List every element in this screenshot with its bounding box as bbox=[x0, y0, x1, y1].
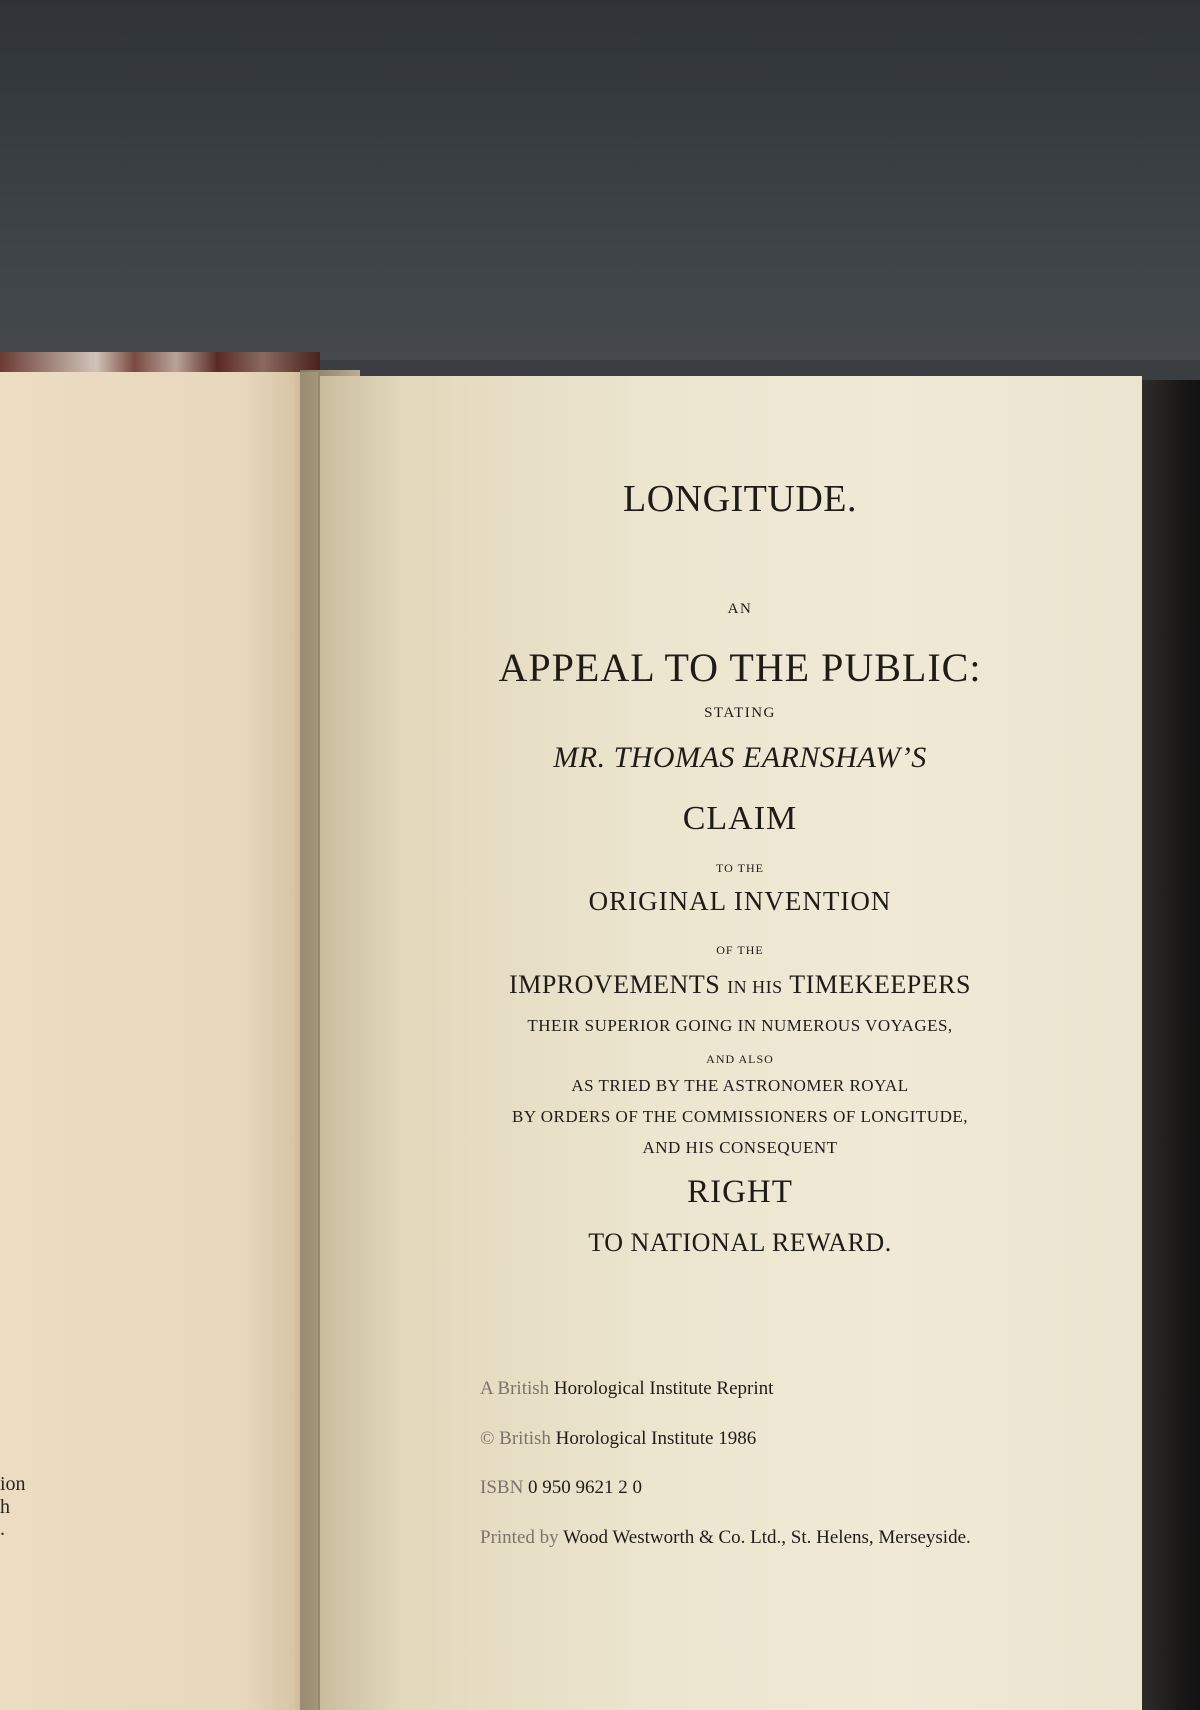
imprint-reprint-prefix: A British bbox=[480, 1378, 550, 1399]
title-line-claim: CLAIM bbox=[682, 800, 798, 837]
imprint-copyright-text: Horological Institute 1986 bbox=[555, 1428, 757, 1449]
title-line-to-the: TO THE bbox=[716, 861, 764, 875]
imprint-copyright-prefix: © British bbox=[480, 1428, 551, 1449]
title-line-of-the: OF THE bbox=[716, 943, 764, 957]
title-line-original-invention: ORIGINAL INVENTION bbox=[588, 886, 892, 916]
timekeepers-word: TIMEKEEPERS bbox=[789, 970, 971, 999]
title-line-by-orders: BY ORDERS OF THE COMMISSIONERS OF LONGITUDE, bbox=[511, 1107, 968, 1126]
left-page-fragment: ion bbox=[0, 1473, 26, 1495]
imprint-reprint-line bbox=[480, 1378, 773, 1400]
title-line-consequent: AND HIS CONSEQUENT bbox=[642, 1138, 838, 1157]
left-page bbox=[0, 372, 318, 1710]
title-line-appeal: APPEAL TO THE PUBLIC: bbox=[498, 645, 982, 690]
left-page-fragment: h bbox=[0, 1496, 10, 1518]
title-line-an: AN bbox=[727, 601, 753, 617]
book-edge-shadow bbox=[1142, 380, 1200, 1710]
title-line-superior-going: THEIR SUPERIOR GOING IN NUMEROUS VOYAGES, bbox=[527, 1016, 953, 1035]
title-line-right: RIGHT bbox=[687, 1174, 793, 1210]
title-line-as-tried: AS TRIED BY THE ASTRONOMER ROYAL bbox=[571, 1076, 909, 1095]
improvements-word: IMPROVEMENTS bbox=[509, 970, 721, 999]
imprint-printer-prefix: Printed by bbox=[480, 1527, 559, 1548]
imprint-printer-line bbox=[480, 1527, 971, 1549]
imprint-isbn-number: 0 950 9621 2 0 bbox=[528, 1477, 643, 1498]
scanner-background bbox=[0, 0, 1200, 360]
title-page bbox=[320, 376, 1142, 1710]
title-line-author-name: MR. THOMAS EARNSHAW’S bbox=[553, 741, 927, 774]
imprint-copyright-line bbox=[480, 1428, 756, 1450]
imprint-reprint-text: Horological Institute Reprint bbox=[553, 1378, 774, 1399]
imprint-isbn-prefix: ISBN bbox=[480, 1477, 524, 1498]
left-page-fragment: . bbox=[0, 1518, 5, 1540]
in-his-words: IN HIS bbox=[727, 977, 783, 997]
book-title: LONGITUDE. bbox=[622, 478, 857, 520]
title-line-improvements bbox=[440, 970, 1040, 1000]
title-line-stating: STATING bbox=[704, 705, 776, 721]
imprint-printer-text: Wood Westworth & Co. Ltd., St. Helens, Merseyside. bbox=[563, 1527, 971, 1548]
title-line-and-also: AND ALSO bbox=[706, 1052, 774, 1066]
title-line-national-reward: TO NATIONAL REWARD. bbox=[588, 1228, 892, 1257]
imprint-isbn-line bbox=[480, 1477, 642, 1499]
